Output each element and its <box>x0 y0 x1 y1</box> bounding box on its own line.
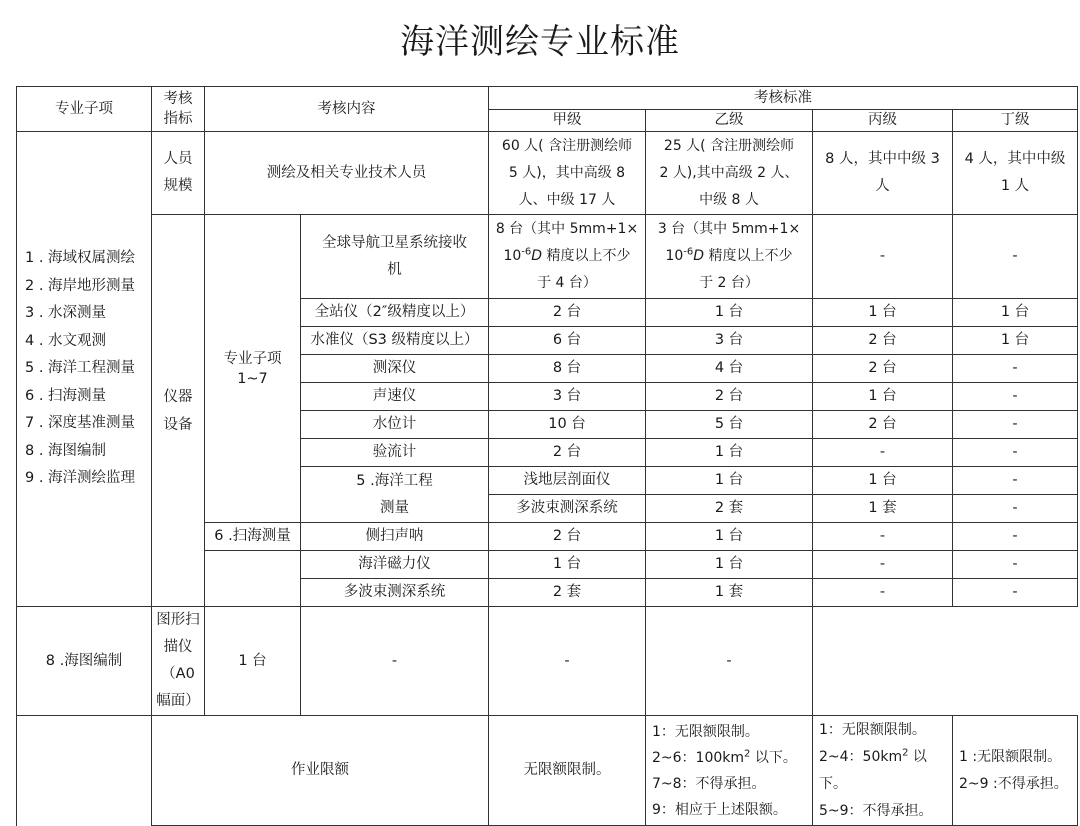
equip-c: - <box>813 439 953 467</box>
equip-a: 1 台 <box>646 467 813 495</box>
limits-b: 1：无限额限制。 2~6：$100km^2$ 以下。 7~8：不得承担。 9：相应于上述限额。 <box>646 716 813 826</box>
group4-label: 8 .海图编制 <box>17 607 152 716</box>
group3-label: 6 .扫海测量 <box>205 523 301 551</box>
grade-b: 乙级 <box>646 110 813 132</box>
staff-b: 25 人( 含注册测绘师 2 人),其中高级 2 人、 中级 8 人 <box>646 132 813 215</box>
equip-name: 多波束测深系统 <box>489 495 646 523</box>
gnss-name: 全球导航卫星系统接收 机 <box>301 215 489 299</box>
staff-c: 8 人，其中中级 3 人 <box>813 132 953 215</box>
equip-d: - <box>953 523 1078 551</box>
equip-c: - <box>813 523 953 551</box>
staff-content: 测绘及相关专业技术人员 <box>205 132 489 215</box>
gnss-c: - <box>813 215 953 299</box>
header-indicator: 考核 指标 <box>152 87 205 132</box>
equip-b: 1 台 <box>646 439 813 467</box>
header-standard: 考核标准 <box>489 87 1078 110</box>
equip-c: - <box>813 551 953 579</box>
equip-name: 测深仪 <box>301 355 489 383</box>
equip-b: 1 台 <box>646 299 813 327</box>
equip-name: 验流计 <box>301 439 489 467</box>
gnss-d: - <box>953 215 1078 299</box>
equip-name: 海洋磁力仪 <box>301 551 489 579</box>
equip-c: 2 台 <box>813 411 953 439</box>
equip-b: 1 台 <box>646 523 813 551</box>
equip-b: 1 套 <box>813 495 953 523</box>
equip-a: 6 台 <box>489 327 646 355</box>
equip-b: 5 台 <box>646 411 813 439</box>
equip-a: 2 台 <box>489 439 646 467</box>
gnss-b: 3 台（其中 5mm+1× $10^{-6}D$ 精度以上不少 于 2 台） <box>646 215 813 299</box>
equip-name: 侧扫声呐 <box>301 523 489 551</box>
equip-name: 多波束测深系统 <box>301 579 489 607</box>
equip-a: 1 台 <box>489 551 646 579</box>
group2-label: 5 .海洋工程 测量 <box>301 467 489 523</box>
equip-a: 2 套 <box>489 579 646 607</box>
group1-label: 专业子项 1~7 <box>205 215 301 523</box>
equip-b: 4 台 <box>646 355 813 383</box>
header-subitem: 专业子项 <box>17 87 152 132</box>
equip-a: 2 台 <box>489 299 646 327</box>
equip-c: - <box>953 495 1078 523</box>
equip-a: 2 台 <box>489 523 646 551</box>
grade-d: 丁级 <box>953 110 1078 132</box>
equip-c: - <box>813 579 953 607</box>
equip-a: 8 台 <box>489 355 646 383</box>
equip-b: - <box>301 607 489 716</box>
standards-table <box>16 86 1078 826</box>
limits-blank <box>17 716 152 826</box>
staff-d: 4 人，其中中级 1 人 <box>953 132 1078 215</box>
equip-c: - <box>953 467 1078 495</box>
equip-name: 水准仪（S3 级精度以上） <box>301 327 489 355</box>
page-title: 海洋测绘专业标准 <box>400 22 680 62</box>
equip-d: - <box>953 383 1078 411</box>
limits-label: 作业限额 <box>152 716 489 826</box>
equip-b: 1 台 <box>646 551 813 579</box>
staff-indicator: 人员 规模 <box>152 132 205 215</box>
equip-b: 3 台 <box>646 327 813 355</box>
equip-b: 2 台 <box>646 383 813 411</box>
equip-c: 2 台 <box>813 327 953 355</box>
equip-name: 水位计 <box>301 411 489 439</box>
limits-a: 无限额限制。 <box>489 716 646 826</box>
equip-c: 1 台 <box>813 383 953 411</box>
equip-b: 1 套 <box>646 579 813 607</box>
equip-d: - <box>953 579 1078 607</box>
limits-c: 1：无限额限制。 2~4：$50km^2$ 以下。 5~9：不得承担。 <box>813 716 953 826</box>
limits-d: 1 :无限额限制。 2~9 :不得承担。 <box>953 716 1078 826</box>
equip-d: - <box>953 355 1078 383</box>
equip-c: 1 台 <box>813 299 953 327</box>
staff-a: 60 人( 含注册测绘师 5 人)，其中高级 8 人、中级 17 人 <box>489 132 646 215</box>
equipment-indicator: 仪器 设备 <box>152 215 205 607</box>
subitems-list: 1 . 海域权属测绘 2 . 海岸地形测量 3 . 水深测量 4 . 水文观测 5 . 海洋工程测量 6 . 扫海测量 7 . 深度基准测量 8 . 海图编制 9 . 海洋测绘监理 <box>17 132 152 607</box>
equip-b: 1 台 <box>813 467 953 495</box>
header-content: 考核内容 <box>205 87 489 132</box>
equip-d: 1 台 <box>953 299 1078 327</box>
grade-a: 甲级 <box>489 110 646 132</box>
equip-name: 全站仪（2″级精度以上） <box>301 299 489 327</box>
equip-a: 10 台 <box>489 411 646 439</box>
equip-c: - <box>489 607 646 716</box>
group3-blank <box>205 551 301 607</box>
equip-d: - <box>953 551 1078 579</box>
equip-name: 图形扫描仪（A0 幅面） <box>152 607 205 716</box>
equip-d: - <box>953 411 1078 439</box>
equip-d: - <box>953 439 1078 467</box>
equip-a: 1 台 <box>205 607 301 716</box>
equip-name: 声速仪 <box>301 383 489 411</box>
equip-d: 1 台 <box>953 327 1078 355</box>
equip-d: - <box>646 607 813 716</box>
equip-a: 3 台 <box>489 383 646 411</box>
equip-name: 浅地层剖面仪 <box>489 467 646 495</box>
equip-c: 2 台 <box>813 355 953 383</box>
grade-c: 丙级 <box>813 110 953 132</box>
gnss-a: 8 台（其中 5mm+1× $10^{-6}D$ 精度以上不少 于 4 台） <box>489 215 646 299</box>
equip-a: 2 套 <box>646 495 813 523</box>
